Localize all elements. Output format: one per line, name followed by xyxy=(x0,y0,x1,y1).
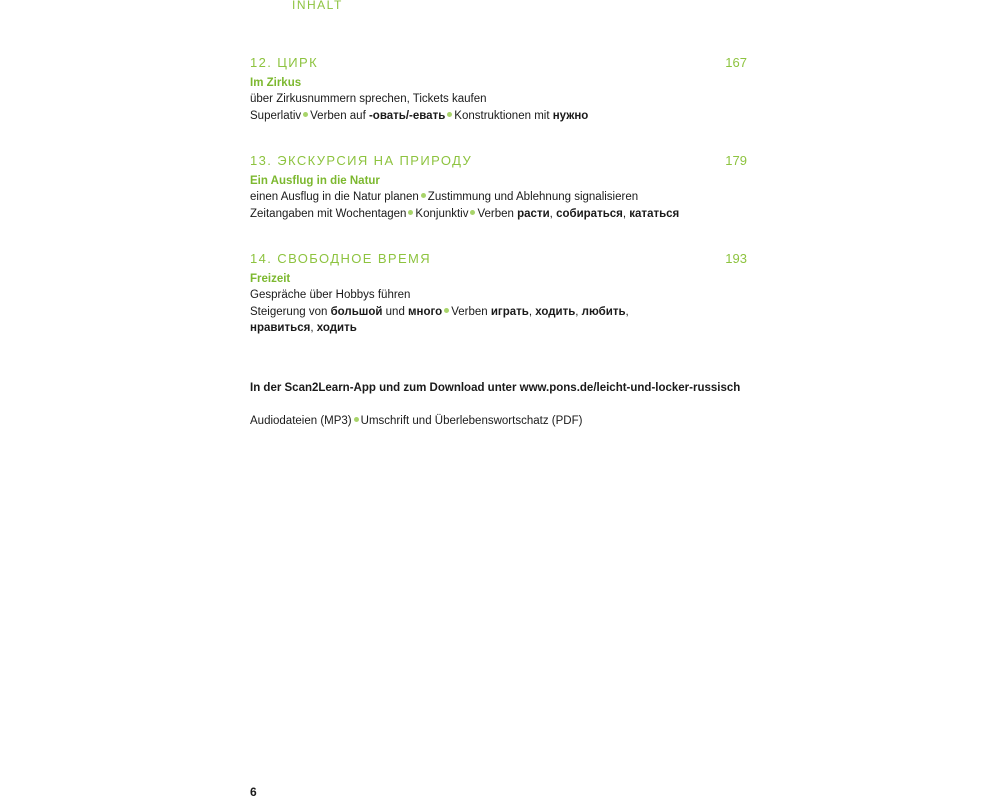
grammar-keyword: любить xyxy=(581,305,626,318)
grammar-keyword: кататься xyxy=(629,207,680,220)
toc-section-heading xyxy=(250,55,750,75)
grammar-item: und xyxy=(382,305,409,318)
chapter-topics-line: über Zirkusnummern sprechen, Tickets kaufen xyxy=(250,93,487,105)
bullet-dot xyxy=(408,210,413,215)
grammar-keyword: собираться xyxy=(556,207,623,220)
app-download-note: In der Scan2Learn-App und zum Download unter www.pons.de/leicht-und-locker-russisch xyxy=(250,382,741,394)
grammar-item: Verben xyxy=(451,305,491,318)
grammar-keyword: расти xyxy=(517,207,550,220)
bullet-dot xyxy=(444,308,449,313)
separator: , xyxy=(528,305,536,318)
topic-item: einen Ausflug in die Natur planen xyxy=(250,191,419,203)
grammar-keyword: ходить xyxy=(535,305,576,318)
bullet-dot xyxy=(421,193,426,198)
chapter-subtitle: Im Zirkus xyxy=(250,77,302,89)
chapter-grammar-line-continued xyxy=(250,320,750,337)
bullet-dot xyxy=(470,210,475,215)
bullet-dot xyxy=(447,112,452,117)
chapter-page-number: 179 xyxy=(725,153,747,168)
chapter-subtitle: Freizeit xyxy=(250,273,291,285)
bullet-dot xyxy=(303,112,308,117)
grammar-item: Verben xyxy=(477,207,518,220)
separator: , xyxy=(575,305,582,318)
toc-section-13 xyxy=(250,153,750,222)
grammar-keyword: нравиться xyxy=(250,322,311,334)
grammar-item: Verben auf xyxy=(310,109,369,122)
audio-materials-line xyxy=(250,415,582,427)
topic-item: Zustimmung und Ablehnung signalisieren xyxy=(427,191,639,203)
separator: , xyxy=(625,305,629,318)
chapter-page-number: 193 xyxy=(725,251,747,266)
chapter-title: 13. ЭКСКУРСИЯ НА ПРИРОДУ xyxy=(250,153,473,168)
separator: , xyxy=(310,322,317,334)
separator: , xyxy=(622,207,630,220)
chapter-page-number: 167 xyxy=(725,55,747,70)
chapter-grammar-line xyxy=(250,304,750,321)
grammar-keyword: играть xyxy=(490,305,529,318)
separator: , xyxy=(549,207,557,220)
grammar-item: Zeitangaben mit Wochentagen xyxy=(250,207,407,220)
toc-section-12 xyxy=(250,55,750,124)
grammar-item: Superlativ xyxy=(250,109,302,122)
grammar-keyword: большой xyxy=(330,305,383,318)
grammar-item: Konjunktiv xyxy=(415,207,469,220)
grammar-item: Konstruktionen mit xyxy=(454,109,553,122)
chapter-topics-line xyxy=(250,189,750,206)
chapter-title: 14. СВОБОДНОЕ ВРЕМЯ xyxy=(250,251,432,266)
chapter-grammar-line xyxy=(250,206,750,223)
page-number: 6 xyxy=(250,785,257,799)
grammar-keyword: много xyxy=(408,305,443,318)
chapter-title: 12. ЦИРК xyxy=(250,55,319,70)
toc-section-heading xyxy=(250,153,750,173)
audio-item: Umschrift und Überlebenswortschatz (PDF) xyxy=(360,415,583,427)
audio-item: Audiodateien (MP3) xyxy=(250,415,352,427)
grammar-item: Steigerung von xyxy=(250,305,331,318)
grammar-keyword: -овать/-евать xyxy=(368,109,446,122)
bullet-dot xyxy=(354,417,359,422)
section-header-label: INHALT xyxy=(292,0,343,12)
grammar-keyword: нужно xyxy=(552,109,589,122)
chapter-subtitle: Ein Ausflug in die Natur xyxy=(250,175,380,187)
toc-section-heading xyxy=(250,251,750,271)
chapter-grammar-line xyxy=(250,108,750,125)
toc-section-14 xyxy=(250,251,750,337)
grammar-keyword: ходить xyxy=(316,322,357,334)
chapter-topics-line: Gespräche über Hobbys führen xyxy=(250,289,411,301)
